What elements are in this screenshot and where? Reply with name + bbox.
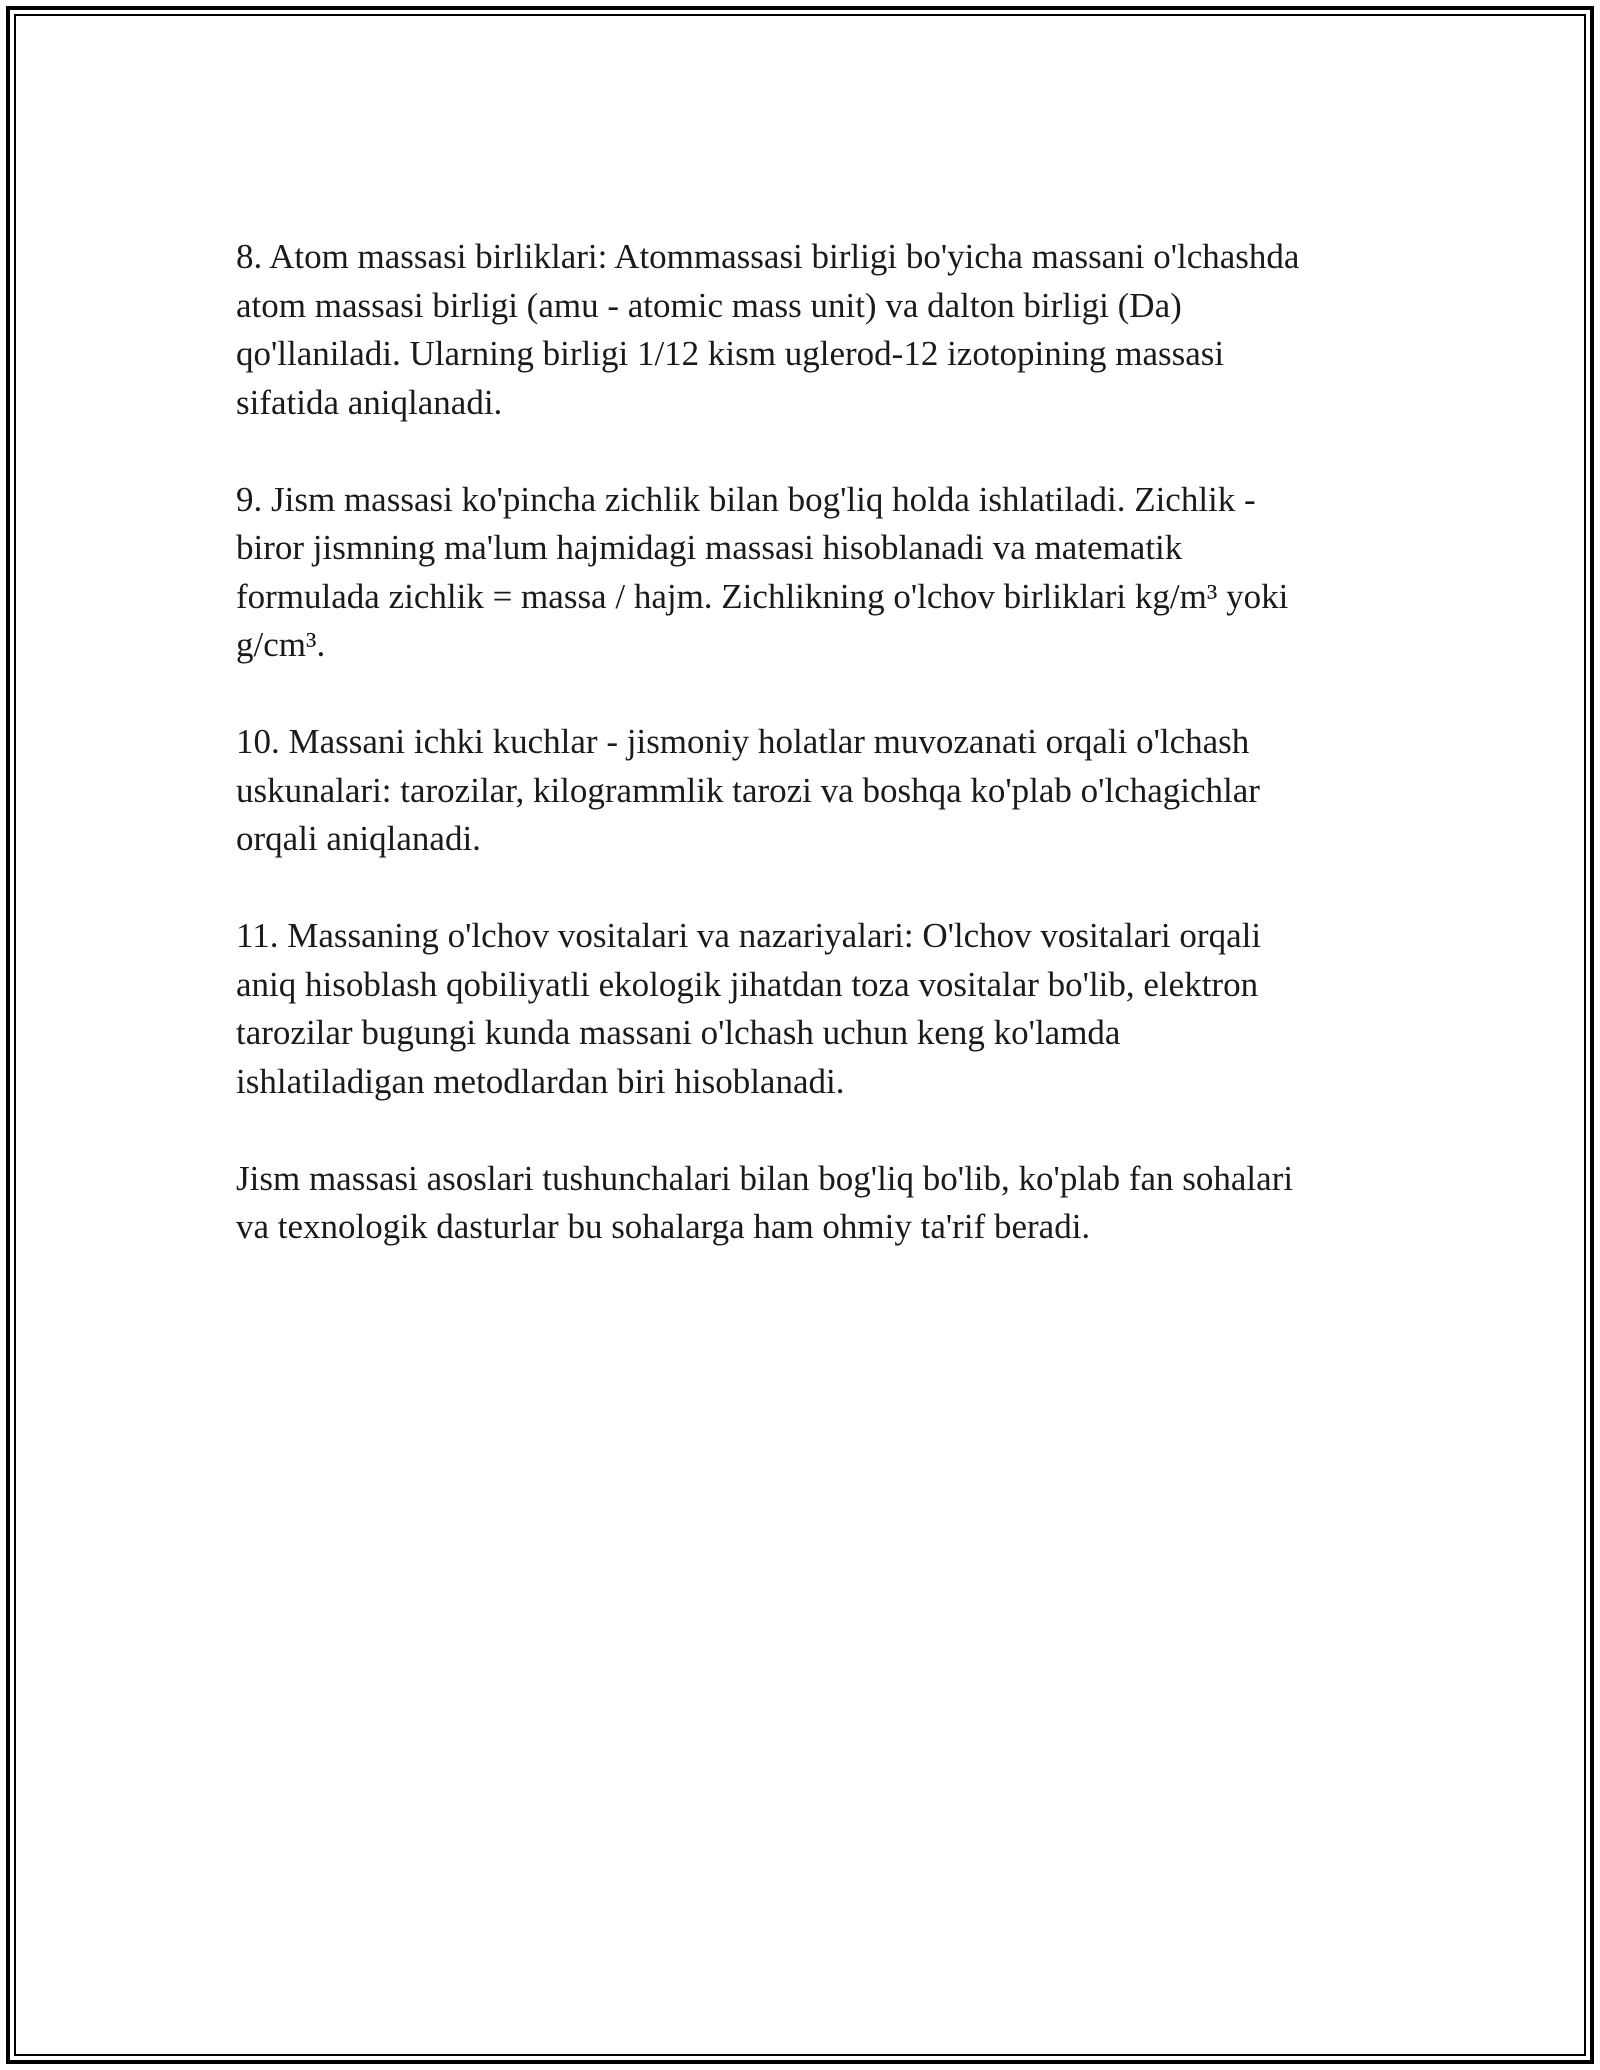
- text-line: g/cm³.: [236, 625, 326, 664]
- text-line: tarozilar bugungi kunda massani o'lchash uchun keng ko'lamda: [236, 1013, 1121, 1052]
- text-line: orqali aniqlanadi.: [236, 819, 481, 858]
- text-line: sifatida aniqlanadi.: [236, 382, 503, 422]
- paragraph-conclusion: [236, 1155, 1376, 1252]
- text-line: 8. Atom massasi birliklari: Atommassasi birligi bo'yicha massani o'lchashda: [236, 237, 1300, 276]
- text-line: 11. Massaning o'lchov vositalari va nazariyalari: O'lchov vositalari orqali: [236, 916, 1262, 955]
- text-line: va texnologik dasturlar bu sohalarga ham ohmiy ta'rif beradi.: [236, 1207, 1091, 1246]
- text-line: Jism massasi asoslari tushunchalari bilan bog'liq bo'lib, ko'plab fan sohalari: [236, 1158, 1294, 1198]
- text-line: atom massasi birligi (amu - atomic mass unit) va dalton birligi (Da): [236, 285, 1182, 325]
- text-line: uskunalari: tarozilar, kilogrammlik tarozi va boshqa ko'plab o'lchagichlar: [236, 770, 1260, 810]
- document-body: [236, 233, 1376, 1300]
- text-line: 9. Jism massasi ko'pincha zichlik bilan bog'liq holda ishlatiladi. Zichlik -: [236, 479, 1256, 519]
- text-line: 10. Massani ichki kuchlar - jismoniy holatlar muvozanati orqali o'lchash: [236, 722, 1250, 761]
- paragraph-atomic-mass-units: [236, 233, 1376, 427]
- paragraph-measuring-equipment: [236, 718, 1376, 864]
- text-line: formulada zichlik = massa / hajm. Zichlikning o'lchov birliklari kg/m³ yoki: [236, 576, 1289, 616]
- paragraph-density: [236, 476, 1376, 670]
- text-line: aniq hisoblash qobiliyatli ekologik jihatdan toza vositalar bo'lib, elektron: [236, 964, 1259, 1004]
- text-line: qo'llaniladi. Ularning birligi 1/12 kism uglerod-12 izotopining massasi: [236, 334, 1225, 373]
- paragraph-measuring-tools: [236, 912, 1376, 1106]
- text-line: ishlatiladigan metodlardan biri hisoblanadi.: [236, 1061, 845, 1101]
- text-line: biror jismning ma'lum hajmidagi massasi hisoblanadi va matematik: [236, 528, 1183, 567]
